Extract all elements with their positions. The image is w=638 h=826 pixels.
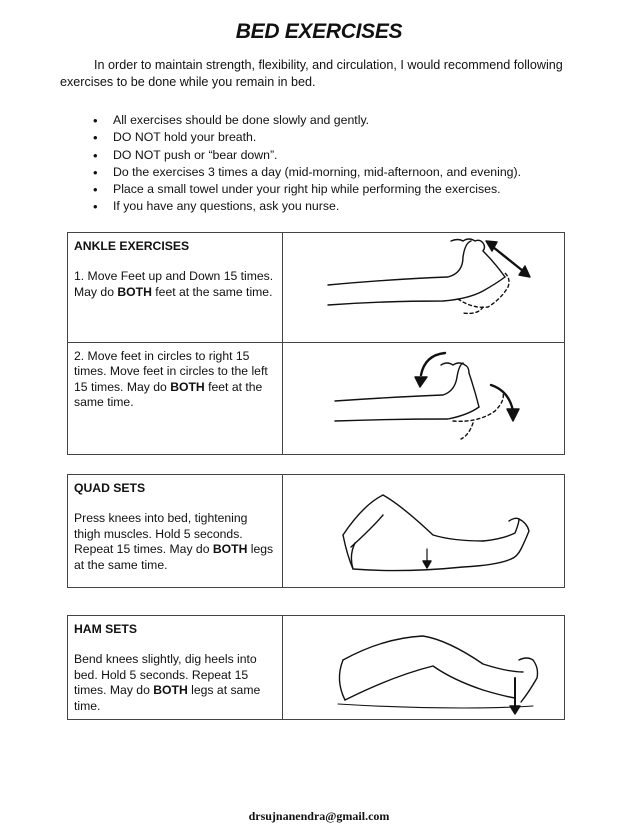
quad-text-end: legs at the same time. [74, 542, 274, 572]
list-item: • Do the exercises 3 times a day (mid-morning, mid-afternoon, and evening). [90, 164, 521, 181]
quad-sets-illustration [283, 475, 565, 588]
list-item: • DO NOT push or “bear down”. [90, 147, 521, 164]
ham-bold: BOTH [153, 683, 188, 698]
ankle-ex1-illustration [283, 233, 565, 343]
ankle-exercises-table [67, 232, 565, 455]
ankle-ex2-text-end: feet at the same time. [74, 379, 263, 410]
quad-text: Press knees into bed, tightening thigh muscles. Hold 5 seconds. Repeat 15 times. May do [74, 511, 248, 557]
ankle-ex1-cell [68, 233, 283, 343]
ankle-header: ANKLE EXERCISES [74, 239, 190, 253]
ankle-ex2-cell [68, 343, 283, 455]
ham-text-end: legs at same time. [74, 683, 261, 713]
ham-sets-table [67, 615, 565, 720]
ham-sets-illustration [283, 616, 565, 720]
footer-email: drsujnanendra@gmail.com [248, 809, 390, 823]
ham-text: Bend knees slightly, dig heels into bed. Hold 5 seconds. Repeat 15 times. May do [74, 652, 257, 698]
ankle-ex1-text: 1. Move Feet up and Down 15 times. May do [74, 269, 274, 299]
intro-text: In order to maintain strength, flexibility, and circulation, I would recommend following exercises to be done while you remain in bed. [60, 58, 563, 89]
list-item: • If you have any questions, ask you nurse. [90, 198, 521, 215]
quad-sets-cell [68, 475, 283, 588]
ankle-ex2-text: 2. Move feet in circles to right 15 times. Move feet in circles to the left 15 times. May do [74, 349, 268, 394]
ham-sets-cell [68, 616, 283, 720]
intro-paragraph [60, 57, 585, 91]
quad-bold: BOTH [212, 542, 248, 557]
page-title: BED EXERCISES [235, 20, 403, 43]
quad-header: QUAD SETS [74, 481, 146, 495]
instructions-list [90, 112, 521, 216]
list-item: • Place a small towel under your right hip while performing the exercises. [90, 181, 521, 198]
ankle-ex1-bold: BOTH [117, 284, 152, 299]
ankle-ex2-illustration [283, 343, 565, 455]
ankle-ex1-text-end: feet at the same time. [151, 284, 273, 299]
ham-header: HAM SETS [74, 622, 137, 636]
ankle-ex2-bold: BOTH [170, 379, 205, 394]
list-item: • DO NOT hold your breath. [90, 129, 521, 146]
list-item: • All exercises should be done slowly and gently. [90, 112, 521, 129]
quad-sets-table [67, 474, 565, 588]
